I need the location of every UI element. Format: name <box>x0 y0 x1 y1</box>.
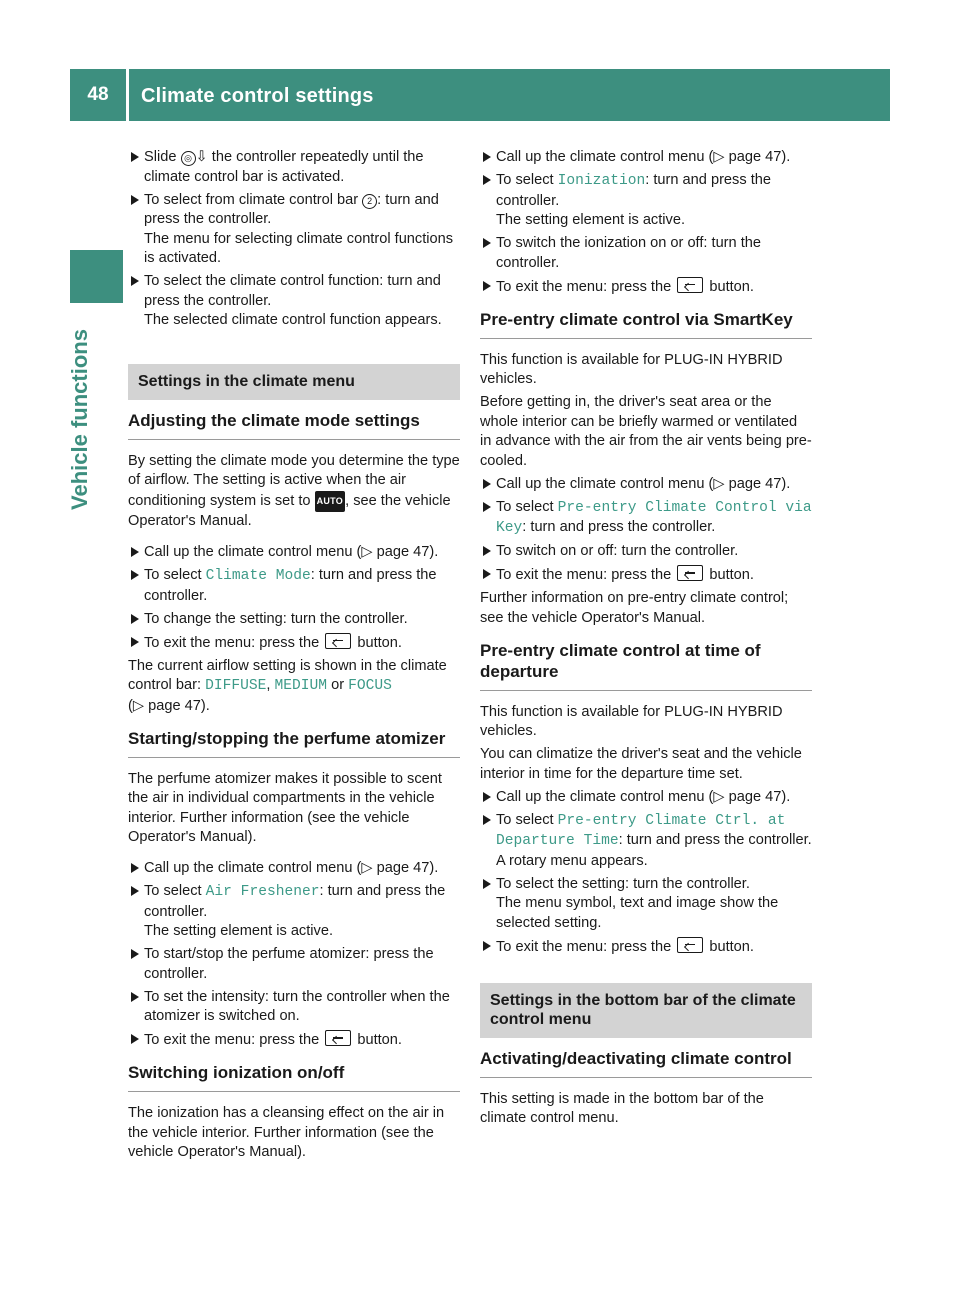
step-arrow-icon <box>483 792 491 802</box>
step-arrow-icon <box>483 569 491 579</box>
list-item: Call up the climate control menu (▷ page 47). <box>128 543 460 563</box>
controller-slide-icon: ◎ <box>181 151 196 166</box>
step-arrow-icon <box>483 152 491 162</box>
paragraph: The perfume atomizer makes it possible to scent the air in individual compartments in the vehicle interior. Further information (see the vehicle Operator's Manual). <box>128 770 442 845</box>
step-arrow-icon <box>131 949 139 959</box>
paragraph: By setting the climate mode you determine the type of airflow. The setting is active when the air conditioning system is set to AUTO , see the vehicle Operator's Manual. <box>128 452 460 529</box>
step-arrow-icon <box>131 276 139 286</box>
step-arrow-icon <box>131 195 139 205</box>
paragraph: You can climatize the driver's seat and the vehicle interior in time for the departure time set. <box>480 746 802 782</box>
menu-item-code: Air Freshener <box>205 884 320 900</box>
paragraph: This function is available for PLUG-IN HYBRID vehicles. <box>480 703 783 739</box>
step-arrow-icon <box>131 886 139 896</box>
step-arrow-icon <box>131 614 139 624</box>
paragraph: The ionization has a cleansing effect on the air in the vehicle interior. Further information (see the vehicle Operator's Manual). <box>128 1105 445 1160</box>
step-arrow-icon <box>483 502 491 512</box>
paragraph: This function is available for PLUG-IN HYBRID vehicles. <box>480 351 783 387</box>
list-item: To select the setting: turn the controller. The menu symbol, text and image show the selected setting. <box>480 875 812 934</box>
back-button-icon <box>677 937 703 953</box>
menu-item-code: Ionization <box>557 173 646 189</box>
menu-item-code: Climate Mode <box>205 568 311 584</box>
auto-button-icon: AUTO <box>315 491 346 513</box>
section-heading: Settings in the bottom bar of the climate control menu <box>480 983 812 1038</box>
header-divider <box>126 69 129 121</box>
circled-number-icon: 2 <box>362 194 377 209</box>
list-item: Slide ◎ ⇩ the controller repeatedly until the climate control bar is activated. <box>128 148 460 187</box>
step-arrow-icon <box>483 281 491 291</box>
step-arrow-icon <box>131 547 139 557</box>
paragraph: The current airflow setting is shown in the climate control bar: DIFFUSE, MEDIUM or FOCUS (▷ page 47). <box>128 657 447 714</box>
list-item: To set the intensity: turn the controller when the atomizer is switched on. <box>128 988 460 1027</box>
step-arrow-icon <box>483 175 491 185</box>
list-item: To exit the menu: press the button. <box>128 633 460 654</box>
list-item: To select Pre-entry Climate Control via Key: turn and press the controller. <box>480 498 812 539</box>
back-button-icon <box>325 633 351 649</box>
step-arrow-icon <box>483 238 491 248</box>
side-tab-label: Vehicle functions <box>67 329 92 510</box>
paragraph: Before getting in, the driver's seat area or the whole interior can be briefly warmed or ventilated in advance with the air from the air vents being pre-cooled. <box>480 394 812 469</box>
step-arrow-icon <box>131 863 139 873</box>
list-item: To select Air Freshener: turn and press the controller. The setting element is active. <box>128 882 460 942</box>
list-item: To select Climate Mode: turn and press the controller. <box>128 566 460 606</box>
list-item: Call up the climate control menu (▷ page 47). <box>480 788 812 808</box>
back-button-icon <box>677 277 703 293</box>
list-item: To select Pre-entry Climate Ctrl. at Departure Time: turn and press the controller. A rotary menu appears. <box>480 811 812 872</box>
list-item: Call up the climate control menu (▷ page 47). <box>128 859 460 879</box>
step-arrow-icon <box>131 992 139 1002</box>
list-item: To switch the ionization on or off: turn the controller. <box>480 234 812 273</box>
list-item: To exit the menu: press the button. <box>128 1030 460 1051</box>
list-item: To start/stop the perfume atomizer: press the controller. <box>128 945 460 984</box>
menu-item-code: FOCUS <box>348 678 392 694</box>
menu-item-code: MEDIUM <box>274 678 328 694</box>
section-heading: Settings in the climate menu <box>128 364 460 400</box>
subsection-heading: Adjusting the climate mode settings <box>128 410 460 440</box>
list-item: Call up the climate control menu (▷ page 47). <box>480 475 812 495</box>
list-item: To select from climate control bar 2 : turn and press the controller. The menu for selecting climate control functions is activated. <box>128 191 460 269</box>
step-arrow-icon <box>483 546 491 556</box>
subsection-heading: Activating/deactivating climate control <box>480 1048 812 1078</box>
list-item: To change the setting: turn the controller. <box>128 610 460 630</box>
left-column <box>128 148 460 1166</box>
step-arrow-icon <box>483 815 491 825</box>
menu-item-code: Pre-entry Climate Ctrl. at Departure Time <box>496 812 786 849</box>
paragraph: This setting is made in the bottom bar of the climate control menu. <box>480 1090 764 1126</box>
menu-item-code: DIFFUSE <box>205 678 267 694</box>
subsection-heading: Switching ionization on/off <box>128 1062 460 1092</box>
list-item: To exit the menu: press the button. <box>480 937 812 958</box>
back-button-icon <box>325 1030 351 1046</box>
step-arrow-icon <box>131 152 139 162</box>
list-item: To select Ionization: turn and press the controller. The setting element is active. <box>480 171 812 231</box>
right-column <box>480 148 812 1132</box>
subsection-heading: Pre-entry climate control at time of departure <box>480 640 812 691</box>
page-title: Climate control settings <box>141 85 374 107</box>
list-item: To select the climate control function: turn and press the controller. The selected climate control function appears. <box>128 272 460 331</box>
step-arrow-icon <box>483 879 491 889</box>
list-item: Call up the climate control menu (▷ page 47). <box>480 148 812 168</box>
back-button-icon <box>677 565 703 581</box>
page-number: 48 <box>87 84 109 105</box>
step-arrow-icon <box>483 479 491 489</box>
subsection-heading: Starting/stopping the perfume atomizer <box>128 728 460 758</box>
step-arrow-icon <box>131 637 139 647</box>
paragraph: Further information on pre-entry climate control; see the vehicle Operator's Manual. <box>480 590 789 626</box>
step-arrow-icon <box>131 1034 139 1044</box>
step-arrow-icon <box>131 570 139 580</box>
list-item: To exit the menu: press the button. <box>480 277 812 298</box>
list-item: To switch on or off: turn the controller. <box>480 542 812 562</box>
list-item: To exit the menu: press the button. <box>480 565 812 586</box>
menu-item-code: Pre-entry Climate Control via Key <box>496 499 812 536</box>
subsection-heading: Pre-entry climate control via SmartKey <box>480 309 812 339</box>
step-arrow-icon <box>483 941 491 951</box>
